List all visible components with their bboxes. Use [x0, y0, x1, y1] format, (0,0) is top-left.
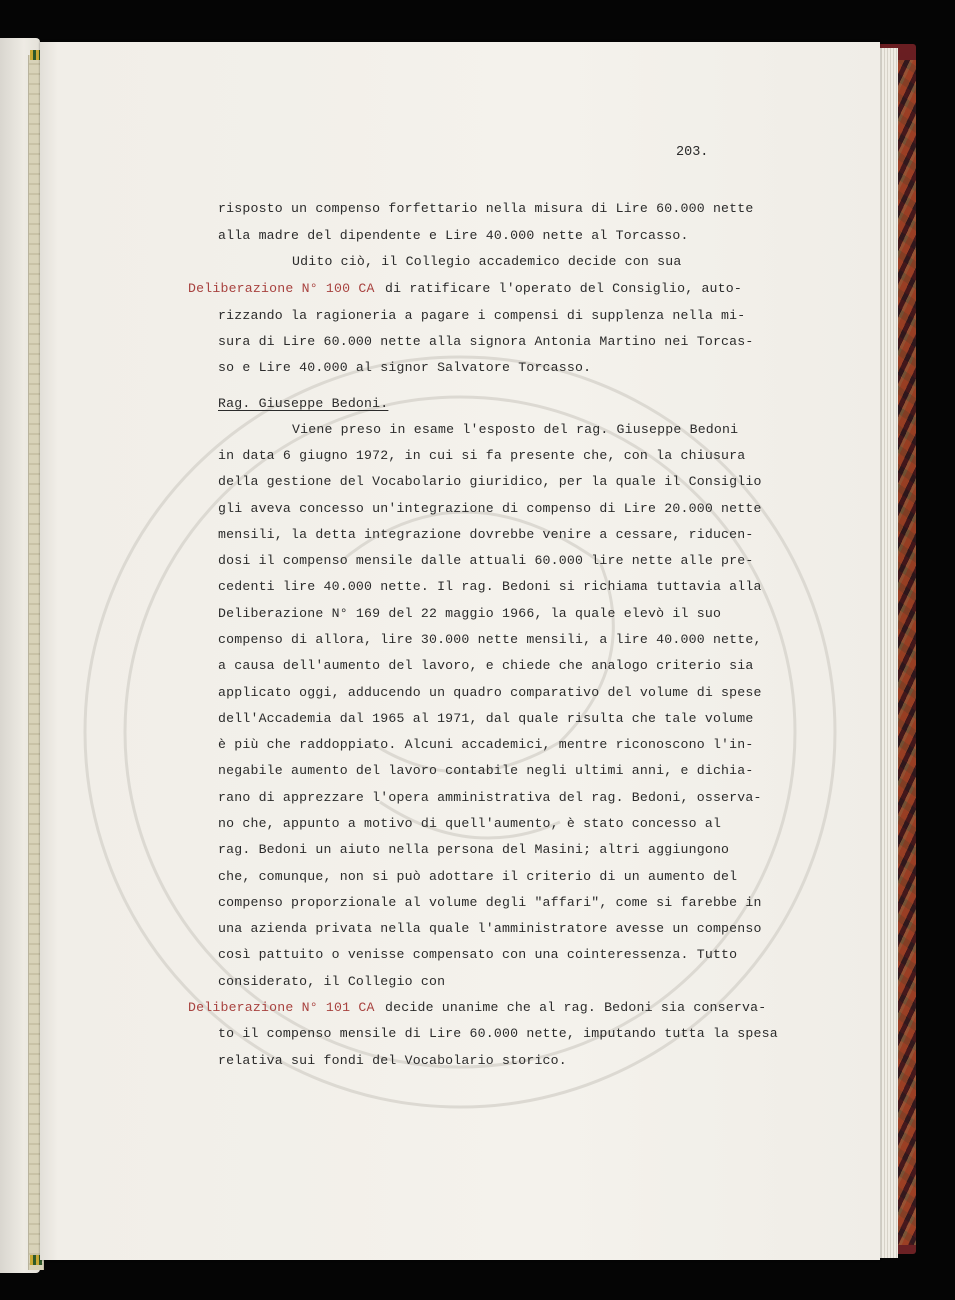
text-line: Viene preso in esame l'esposto del rag. Giuseppe Bedoni — [292, 422, 739, 437]
watermark-seal-icon — [40, 42, 880, 1260]
text-line: negabile aumento del lavoro contabile negli ultimi anni, e dichia- — [218, 763, 754, 778]
text-line: così pattuito o venisse compensato con una cointeressenza. Tutto — [218, 947, 738, 962]
text-line: in data 6 giugno 1972, in cui si fa presente che, con la chiusura — [218, 448, 746, 463]
margin-note-deliberation-101: Deliberazione N° 101 CA — [188, 1000, 375, 1015]
text-line: risposto un compenso forfettario nella misura di Lire 60.000 nette — [218, 201, 754, 216]
text-line: mensili, la detta integrazione dovrebbe venire a cessare, riducen- — [218, 527, 754, 542]
text-line: rano di apprezzare l'opera amministrativa del rag. Bedoni, osserva- — [218, 790, 762, 805]
text-line: compenso proporzionale al volume degli "affari", come si farebbe in — [218, 895, 762, 910]
text-line: gli aveva concesso un'integrazione di compenso di Lire 20.000 nette — [218, 501, 762, 516]
text-line: Udito ciò, il Collegio accademico decide con sua — [292, 254, 682, 269]
text-line: applicato oggi, adducendo un quadro comparativo del volume di spese — [218, 685, 762, 700]
text-line: di ratificare l'operato del Consiglio, auto- — [385, 281, 743, 296]
text-line: compenso di allora, lire 30.000 nette mensili, a lire 40.000 nette, — [218, 632, 762, 647]
text-line: dosi il compenso mensile dalle attuali 60.000 lire nette alle pre- — [218, 553, 754, 568]
margin-note-deliberation-100: Deliberazione N° 100 CA — [188, 281, 375, 296]
text-line: considerato, il Collegio con — [218, 974, 446, 989]
text-line: so e Lire 40.000 al signor Salvatore Torcasso. — [218, 360, 592, 375]
page-number: 203. — [676, 145, 709, 160]
text-line: no che, appunto a motivo di quell'aumento, è stato concesso al — [218, 816, 722, 831]
text-line: a causa dell'aumento del lavoro, e chiede che analogo criterio sia — [218, 658, 754, 673]
text-line: to il compenso mensile di Lire 60.000 nette, imputando tutta la spesa — [218, 1026, 778, 1041]
text-line: sura di Lire 60.000 nette alla signora Antonia Martino nei Torcas- — [218, 334, 754, 349]
text-line: Deliberazione N° 169 del 22 maggio 1966, la quale elevò il suo — [218, 606, 722, 621]
text-line: una azienda privata nella quale l'amministratore avesse un compenso — [218, 921, 762, 936]
section-heading: Rag. Giuseppe Bedoni. — [218, 396, 389, 411]
text-line: della gestione del Vocabolario giuridico, per la quale il Consiglio — [218, 474, 762, 489]
text-line: che, comunque, non si può adottare il criterio di un aumento del — [218, 869, 738, 884]
text-line: relativa sui fondi del Vocabolario storico. — [218, 1053, 567, 1068]
text-line: dell'Accademia dal 1965 al 1971, dal quale risulta che tale volume — [218, 711, 754, 726]
text-line: rizzando la ragioneria a pagare i compensi di supplenza nella mi- — [218, 308, 746, 323]
marbled-edge — [898, 60, 916, 1245]
text-line: è più che raddoppiato. Alcuni accademici, mentre riconoscono l'in- — [218, 737, 754, 752]
document-page — [40, 42, 880, 1260]
text-line: alla madre del dipendente e Lire 40.000 nette al Torcasso. — [218, 228, 689, 243]
text-line: cedenti lire 40.000 nette. Il rag. Bedoni si richiama tuttavia alla — [218, 579, 762, 594]
text-line: rag. Bedoni un aiuto nella persona del Masini; altri aggiungono — [218, 842, 730, 857]
text-line: decide unanime che al rag. Bedoni sia conserva- — [385, 1000, 767, 1015]
